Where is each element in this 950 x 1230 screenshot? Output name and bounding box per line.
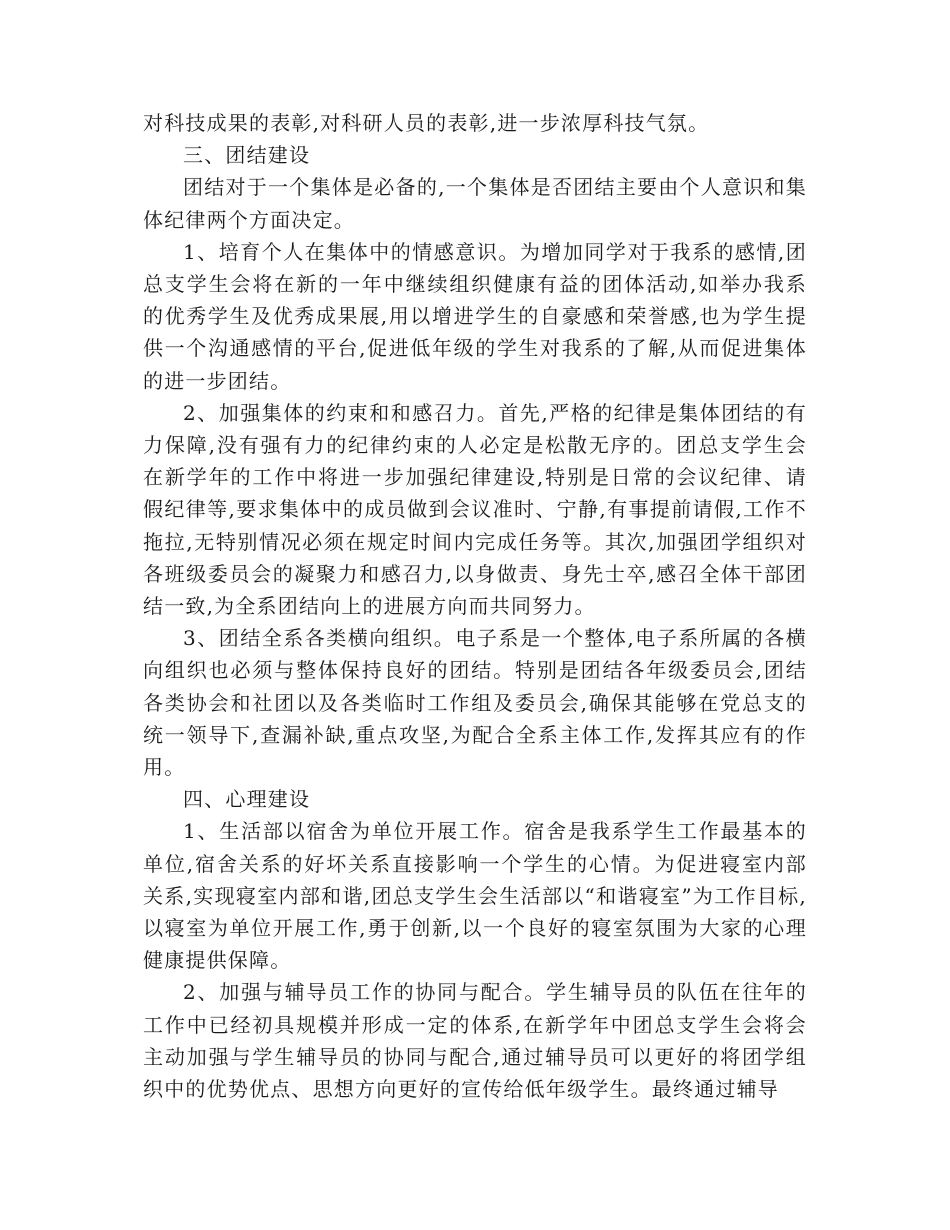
section-heading-psychology: 四、心理建设: [183, 787, 311, 812]
paragraph-continuation: 对科技成果的表彰,对科研人员的表彰,进一步浓厚科技气氛。: [143, 111, 710, 135]
document-body: [143, 107, 807, 1105]
paragraph-unity-intro: 团结对于一个集体是必备的,一个集体是否团结主要由个人意识和集体纪律两个方面决定。: [143, 175, 807, 232]
paragraph-unity-item-2: 2、加强集体的约束和和感召力。首先,严格的纪律是集体团结的有力保障,没有强有力的纪律约束的人必定是松散无序的。团总支学生会在新学年的工作中将进一步加强纪律建设,特别是日常的会议纪律、请假纪律等,要求集体中的成员做到会议准时、宁静,有事提前请假,工作不拖拉,无特别情况必须在规定时间内完成任务等。其次,加强团学组织对各班级委员会的凝聚力和感召力,以身做责、身先士卒,感召全体干部团结一致,为全系团结向上的进展方向而共同努力。: [143, 400, 807, 619]
paragraph-unity-item-3: 3、团结全系各类横向组织。电子系是一个整体,电子系所属的各横向组织也必须与整体保持良好的团结。特别是团结各年级委员会,团结各类协会和社团以及各类临时工作组及委员会,确保其能够在党总支的统一领导下,查漏补缺,重点攻坚,为配合全系主体工作,发挥其应有的作用。: [143, 626, 807, 780]
section-heading-unity: 三、团结建设: [183, 143, 311, 168]
paragraph-unity-item-1: 1、培育个人在集体中的情感意识。为增加同学对于我系的感情,团总支学生会将在新的一年中继续组织健康有益的团体活动,如举办我系的优秀学生及优秀成果展,用以增进学生的自豪感和荣誉感,也为学生提供一个沟通感情的平台,促进低年级的学生对我系的了解,从而促进集体的进一步团结。: [143, 239, 807, 393]
paragraph-psychology-item-2: 2、加强与辅导员工作的协同与配合。学生辅导员的队伍在往年的工作中已经初具规模并形成一定的体系,在新学年中团总支学生会将会主动加强与学生辅导员的协同与配合,通过辅导员可以更好的将团学组织中的优势优点、思想方向更好的宣传给低年级学生。最终通过辅导: [143, 980, 807, 1102]
paragraph-psychology-item-1: 1、生活部以宿舍为单位开展工作。宿舍是我系学生工作最基本的单位,宿舍关系的好坏关系直接影响一个学生的心情。为促进寝室内部关系,实现寝室内部和谐,团总支学生会生活部以“和谐寝室”为工作目标,以寝室为单位开展工作,勇于创新,以一个良好的寝室氛围为大家的心理健康提供保障。: [143, 819, 807, 973]
